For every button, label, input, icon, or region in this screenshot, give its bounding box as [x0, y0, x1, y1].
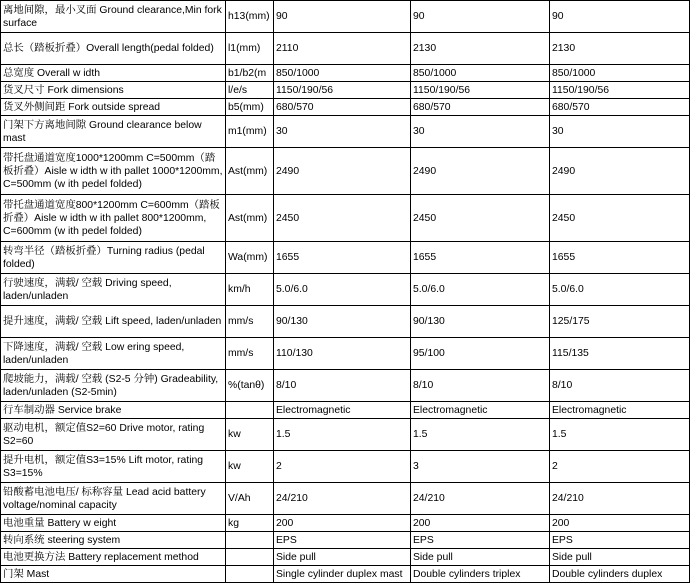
value-model-3: 2130 [550, 33, 690, 65]
row-label: 提升电机，额定值S3=15% Lift motor, rating S3=15% [1, 451, 226, 483]
value-model-2: Electromagnetic [411, 402, 550, 419]
row-label: 总宽度 Overall w idth [1, 65, 226, 82]
value-model-1: 8/10 [274, 370, 411, 402]
row-label: 电池重量 Battery w eight [1, 515, 226, 532]
row-label: 提升速度，满载/ 空载 Lift speed, laden/unladen [1, 306, 226, 338]
value-model-1: 2490 [274, 148, 411, 195]
value-model-2: 3 [411, 451, 550, 483]
row-label: 转弯半径（踏板折叠）Turning radius (pedal folded) [1, 242, 226, 274]
value-model-3: 2 [550, 451, 690, 483]
value-model-2: 2450 [411, 195, 550, 242]
value-model-2: 1.5 [411, 419, 550, 451]
value-model-2: 90 [411, 1, 550, 33]
value-model-2: Side pull [411, 549, 550, 566]
value-model-2: 95/100 [411, 338, 550, 370]
value-model-3: Electromagnetic [550, 402, 690, 419]
table-row-gradeability [1, 370, 690, 402]
value-model-3: 30 [550, 116, 690, 148]
value-model-1: 24/210 [274, 483, 411, 515]
row-unit [226, 566, 274, 583]
row-unit: l/e/s [226, 82, 274, 99]
value-model-1: 1655 [274, 242, 411, 274]
row-label: 离地间隙，最小叉面 Ground clearance,Min fork surface [1, 1, 226, 33]
value-model-1: 2450 [274, 195, 411, 242]
row-label: 爬坡能力，满载/ 空载 (S2-5 分钟) Gradeability, laden/unladen (S2-5min) [1, 370, 226, 402]
value-model-3: 2490 [550, 148, 690, 195]
value-model-1: 30 [274, 116, 411, 148]
table-row-turning-radius [1, 242, 690, 274]
value-model-2: 8/10 [411, 370, 550, 402]
value-model-2: 2490 [411, 148, 550, 195]
row-unit [226, 402, 274, 419]
table-row-fork-dimensions [1, 82, 690, 99]
row-unit: km/h [226, 274, 274, 306]
row-label: 铅酸蓄电池电压/ 标称容量 Lead acid battery voltage/nominal capacity [1, 483, 226, 515]
value-model-3: 850/1000 [550, 65, 690, 82]
value-model-3: 125/175 [550, 306, 690, 338]
value-model-3: 1.5 [550, 419, 690, 451]
table-row-mast [1, 566, 690, 583]
value-model-1: 5.0/6.0 [274, 274, 411, 306]
table-row-steering-system [1, 532, 690, 549]
value-model-1: Side pull [274, 549, 411, 566]
value-model-3: 8/10 [550, 370, 690, 402]
table-row-overall-width [1, 65, 690, 82]
value-model-2: EPS [411, 532, 550, 549]
value-model-3: 115/135 [550, 338, 690, 370]
table-row-overall-length [1, 33, 690, 65]
value-model-1: 1150/190/56 [274, 82, 411, 99]
row-label: 总长（踏板折叠）Overall length(pedal folded) [1, 33, 226, 65]
value-model-3: Double cylinders duplex [550, 566, 690, 583]
value-model-1: EPS [274, 532, 411, 549]
table-row-battery-weight [1, 515, 690, 532]
row-unit: b5(mm) [226, 99, 274, 116]
table-row-lowering-speed [1, 338, 690, 370]
value-model-2: 2130 [411, 33, 550, 65]
value-model-3: Side pull [550, 549, 690, 566]
table-row-lift-motor [1, 451, 690, 483]
row-label: 货叉尺寸 Fork dimensions [1, 82, 226, 99]
row-unit: kw [226, 451, 274, 483]
value-model-3: 680/570 [550, 99, 690, 116]
table-row-service-brake [1, 402, 690, 419]
value-model-1: 850/1000 [274, 65, 411, 82]
value-model-1: 680/570 [274, 99, 411, 116]
value-model-3: 90 [550, 1, 690, 33]
row-label: 行车制动器 Service brake [1, 402, 226, 419]
value-model-2: 90/130 [411, 306, 550, 338]
row-unit: mm/s [226, 338, 274, 370]
row-unit: V/Ah [226, 483, 274, 515]
value-model-1: Single cylinder duplex mast [274, 566, 411, 583]
table-row-battery-voltage [1, 483, 690, 515]
table-row-fork-spread [1, 99, 690, 116]
value-model-2: 680/570 [411, 99, 550, 116]
row-label: 门架 Mast [1, 566, 226, 583]
table-row-battery-replacement [1, 549, 690, 566]
table-row-ground-clearance [1, 1, 690, 33]
row-unit: %(tanθ) [226, 370, 274, 402]
row-unit: l1(mm) [226, 33, 274, 65]
row-unit: m1(mm) [226, 116, 274, 148]
value-model-1: 90/130 [274, 306, 411, 338]
row-label: 门架下方离地间隙 Ground clearance below mast [1, 116, 226, 148]
value-model-3: 1655 [550, 242, 690, 274]
value-model-2: 1150/190/56 [411, 82, 550, 99]
row-unit: h13(mm) [226, 1, 274, 33]
value-model-1: 1.5 [274, 419, 411, 451]
value-model-3: 1150/190/56 [550, 82, 690, 99]
row-unit: kw [226, 419, 274, 451]
value-model-3: 5.0/6.0 [550, 274, 690, 306]
row-label: 带托盘通道宽度1000*1200mm C=500mm（踏板折叠）Aisle w idth w ith pallet 1000*1200mm, C=500mm (w ith pedel folded) [1, 148, 226, 195]
table-row-lift-speed [1, 306, 690, 338]
row-label: 行驶速度，满载/ 空载 Driving speed, laden/unladen [1, 274, 226, 306]
row-label: 电池更换方法 Battery replacement method [1, 549, 226, 566]
row-unit: kg [226, 515, 274, 532]
row-label: 转向系统 steering system [1, 532, 226, 549]
value-model-2: 24/210 [411, 483, 550, 515]
value-model-2: Double cylinders triplex [411, 566, 550, 583]
row-unit [226, 532, 274, 549]
value-model-3: 2450 [550, 195, 690, 242]
value-model-2: 30 [411, 116, 550, 148]
row-unit: Ast(mm) [226, 195, 274, 242]
table-row-driving-speed [1, 274, 690, 306]
value-model-1: 90 [274, 1, 411, 33]
value-model-2: 5.0/6.0 [411, 274, 550, 306]
value-model-3: 24/210 [550, 483, 690, 515]
value-model-1: 2110 [274, 33, 411, 65]
row-label: 货叉外侧间距 Fork outside spread [1, 99, 226, 116]
value-model-3: 200 [550, 515, 690, 532]
table-row-drive-motor [1, 419, 690, 451]
table-row-aisle-width-1000 [1, 148, 690, 195]
row-label: 下降速度，满载/ 空载 Low ering speed, laden/unladen [1, 338, 226, 370]
value-model-1: 2 [274, 451, 411, 483]
value-model-2: 1655 [411, 242, 550, 274]
row-unit [226, 549, 274, 566]
row-unit: mm/s [226, 306, 274, 338]
row-label: 带托盘通道宽度800*1200mm C=600mm（踏板折叠）Aisle w idth w ith pallet 800*1200mm, C=600mm (w ith pedel folded) [1, 195, 226, 242]
value-model-1: 200 [274, 515, 411, 532]
row-unit: Wa(mm) [226, 242, 274, 274]
table-row-mast-clearance [1, 116, 690, 148]
row-unit: Ast(mm) [226, 148, 274, 195]
value-model-1: 110/130 [274, 338, 411, 370]
value-model-2: 850/1000 [411, 65, 550, 82]
row-unit: b1/b2(m [226, 65, 274, 82]
value-model-1: Electromagnetic [274, 402, 411, 419]
row-label: 驱动电机，额定值S2=60 Drive motor, rating S2=60 [1, 419, 226, 451]
value-model-2: 200 [411, 515, 550, 532]
table-row-aisle-width-800 [1, 195, 690, 242]
value-model-3: EPS [550, 532, 690, 549]
